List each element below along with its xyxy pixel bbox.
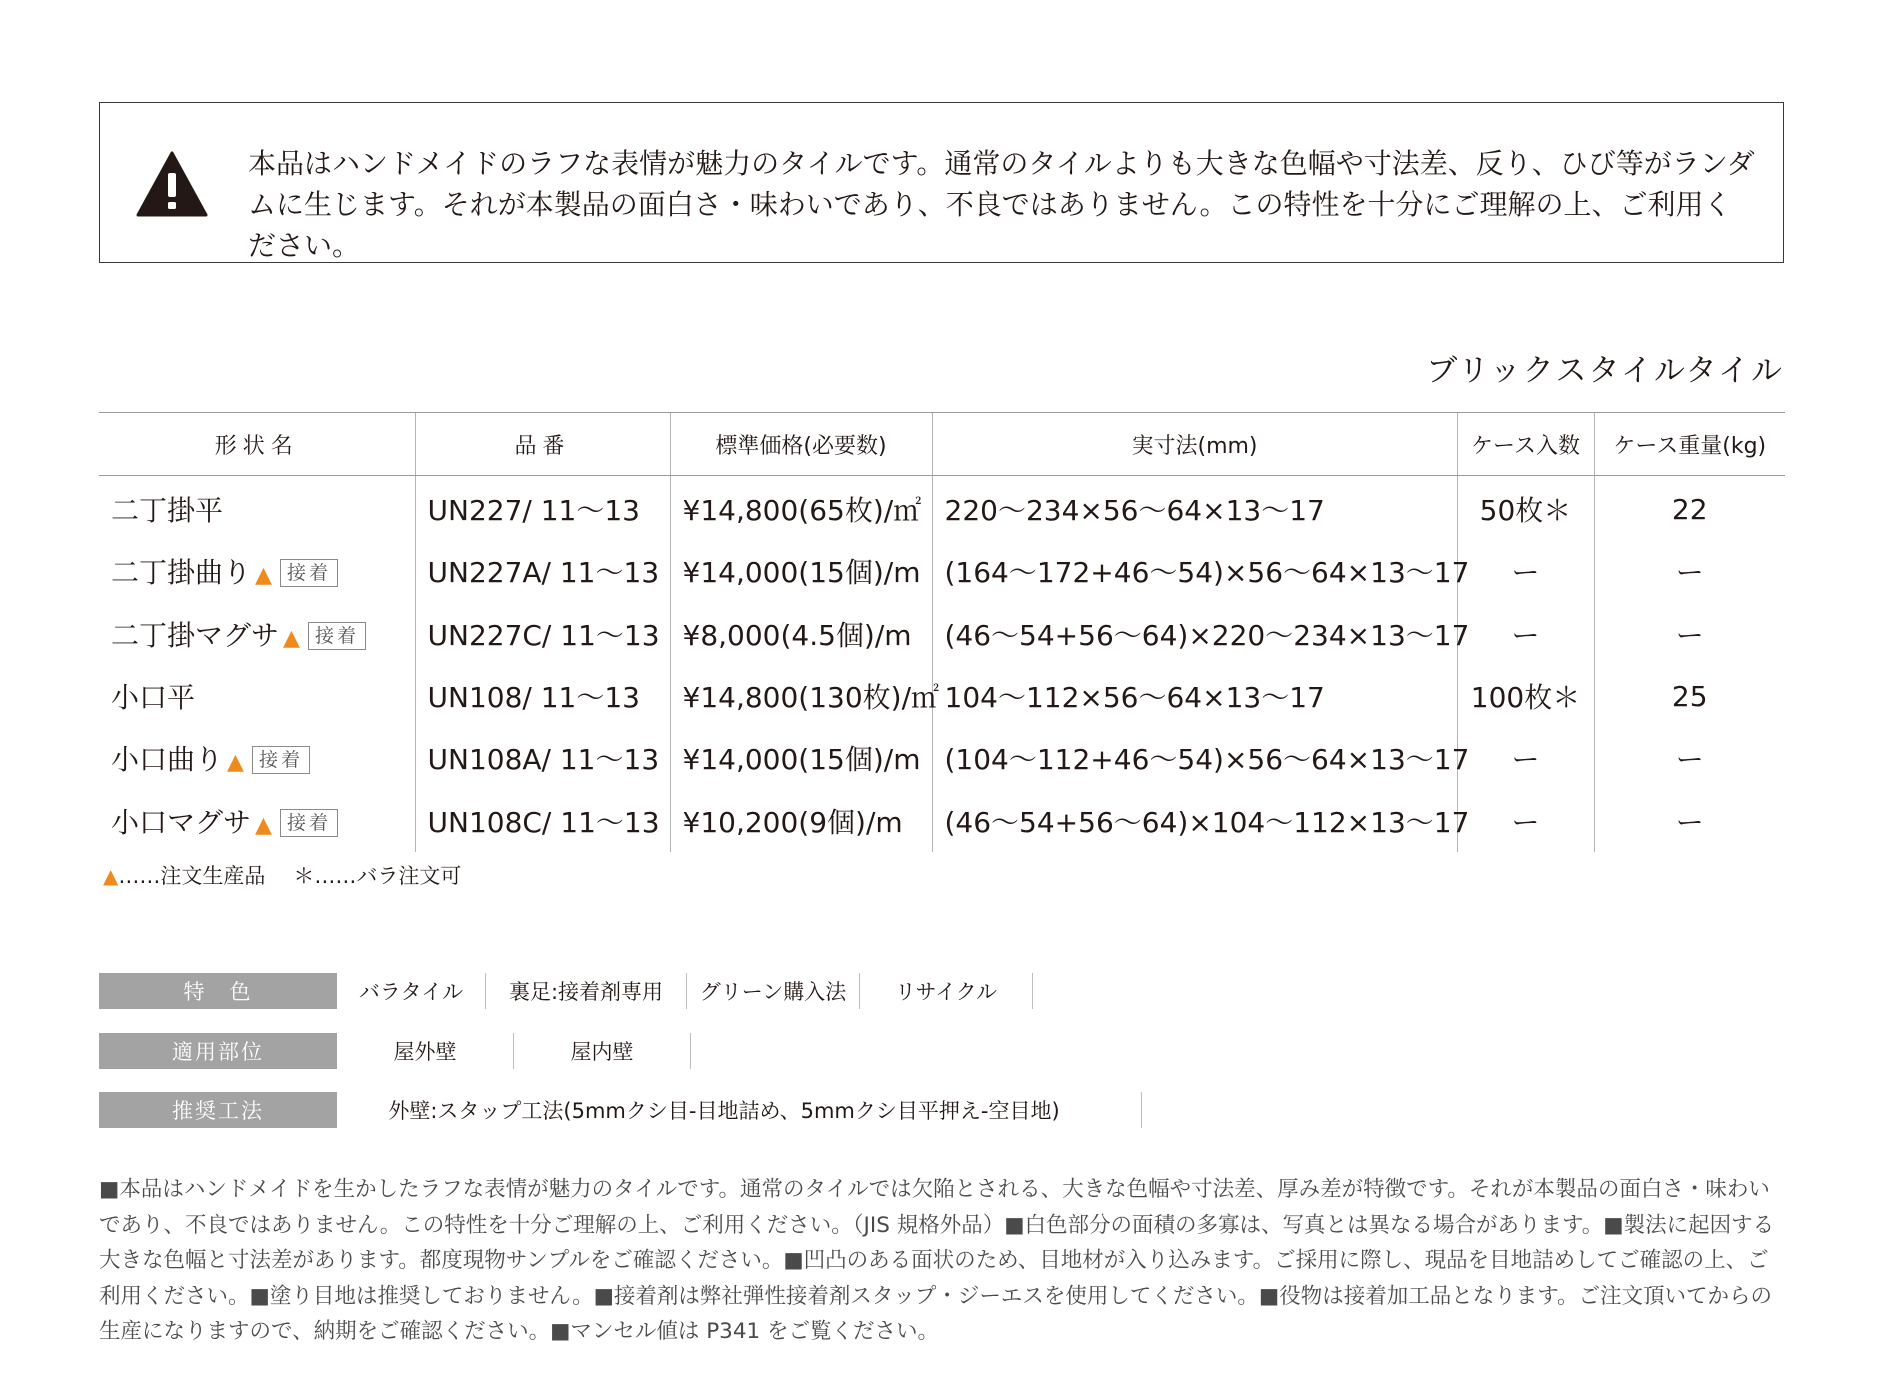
- shape-name: 小口マグサ: [111, 805, 252, 839]
- feature-item: バラタイル: [337, 973, 486, 1009]
- size: (104〜112+46〜54)×56〜64×13〜17: [932, 727, 1457, 789]
- product-code: UN227C/ 11〜13: [415, 603, 670, 665]
- order-only-triangle-icon: ▲: [255, 812, 272, 838]
- case-qty: ー: [1457, 603, 1594, 665]
- case-qty: 50枚＊: [1457, 476, 1594, 541]
- notice-box: [99, 102, 1784, 263]
- size: (46〜54+56〜64)×104〜112×13〜17: [932, 789, 1457, 851]
- adhesive-badge: 接着: [308, 622, 366, 650]
- shape-name-cell: [99, 789, 415, 851]
- table-row: [99, 540, 1785, 602]
- price: ¥10,200(9個)/m: [670, 789, 932, 851]
- features-label: 特 色: [99, 973, 337, 1009]
- table-row: [99, 476, 1785, 541]
- shape-name-cell: [99, 540, 415, 602]
- warning-triangle-icon: [136, 151, 208, 217]
- price: ¥14,000(15個)/m: [670, 540, 932, 602]
- shape-name: 二丁掛曲り: [111, 556, 252, 590]
- order-only-triangle-icon: ▲: [227, 750, 244, 776]
- features-row: [99, 973, 1033, 1009]
- applicable-area-row: [99, 1033, 691, 1069]
- legend: [103, 860, 461, 890]
- order-only-triangle-icon: ▲: [283, 625, 300, 651]
- header-case-qty: ケース入数: [1457, 413, 1594, 476]
- product-code: UN108A/ 11〜13: [415, 727, 670, 789]
- size: 104〜112×56〜64×13〜17: [932, 665, 1457, 727]
- adhesive-badge: 接着: [252, 746, 310, 774]
- header-product-code: 品番: [415, 413, 670, 476]
- shape-name-cell: [99, 476, 415, 541]
- shape-name: 小口平: [111, 681, 196, 715]
- case-qty: ー: [1457, 727, 1594, 789]
- size: (164〜172+46〜54)×56〜64×13〜17: [932, 540, 1457, 602]
- product-code: UN227/ 11〜13: [415, 476, 670, 541]
- recommended-method-label: 推奨工法: [99, 1092, 337, 1128]
- shape-name: 小口曲り: [111, 743, 224, 777]
- feature-item: グリーン購入法: [687, 973, 860, 1009]
- price: ¥8,000(4.5個)/m: [670, 603, 932, 665]
- size: 220〜234×56〜64×13〜17: [932, 476, 1457, 541]
- table-row: [99, 603, 1785, 665]
- footnote: ■本品はハンドメイドを生かしたラフな表情が魅力のタイルです。通常のタイルでは欠陥とされる、大きな色幅や寸法差、厚み差が特徴です。それが本製品の面白さ・味わいであり、不良ではありません。この特性を十分ご理解の上、ご利用ください。（JIS 規格外品）■白色部分の面積の多寡は、写真とは異なる場合があります。■製法に起因する大きな色幅と寸法差があります。都度現物サンプルをご確認ください。■凹凸のある面状のため、目地材が入り込みます。ご採用に際し、現品を目地詰めしてご確認の上、ご利用ください。■塗り目地は推奨しておりません。■接着剤は弊社弾性接着剤スタップ・ジーエスを使用してください。■役物は接着加工品となります。ご注文頂いてからの生産になりますので、納期をご確認ください。■マンセル値は P341 をご覧ください。: [99, 1177, 1775, 1344]
- case-qty: ー: [1457, 789, 1594, 851]
- size: (46〜54+56〜64)×220〜234×13〜17: [932, 603, 1457, 665]
- product-code: UN108/ 11〜13: [415, 665, 670, 727]
- shape-name-cell: [99, 727, 415, 789]
- price: ¥14,800(65枚)/㎡: [670, 476, 932, 541]
- area-item: 屋内壁: [514, 1033, 691, 1069]
- notice-text: 本品はハンドメイドのラフな表情が魅力のタイルです。通常のタイルよりも大きな色幅や寸法差、反り、ひび等がランダムに生じます。それが本製品の面白さ・味わいであり、不良ではありません。この特性を十分にご理解の上、ご利用ください。: [248, 147, 1755, 262]
- product-code: UN227A/ 11〜13: [415, 540, 670, 602]
- case-qty: ー: [1457, 540, 1594, 602]
- price: ¥14,000(15個)/m: [670, 727, 932, 789]
- table-row: [99, 665, 1785, 727]
- adhesive-badge: 接着: [280, 559, 338, 587]
- asterisk-icon: ＊: [293, 864, 315, 888]
- table-header-row: [99, 413, 1785, 476]
- header-size: 実寸法(mm): [932, 413, 1457, 476]
- order-only-triangle-icon: ▲: [103, 864, 119, 888]
- table-row: [99, 789, 1785, 851]
- case-weight: 25: [1594, 665, 1785, 727]
- case-weight: ー: [1594, 540, 1785, 602]
- feature-item: 裏足:接着剤専用: [486, 973, 687, 1009]
- method-item: 外壁:スタップ工法(5mmクシ目-目地詰め、5mmクシ目平押え-空目地): [337, 1092, 1142, 1128]
- area-item: 屋外壁: [337, 1033, 514, 1069]
- header-case-weight: ケース重量(kg): [1594, 413, 1785, 476]
- shape-name: 二丁掛マグサ: [111, 618, 280, 652]
- case-weight: ー: [1594, 789, 1785, 851]
- adhesive-badge: 接着: [280, 809, 338, 837]
- spec-table: [99, 412, 1785, 852]
- section-title: ブリックスタイルタイル: [1426, 353, 1784, 389]
- header-shape-name: 形状名: [99, 413, 415, 476]
- feature-item: リサイクル: [860, 973, 1033, 1009]
- shape-name-cell: [99, 665, 415, 727]
- case-weight: 22: [1594, 476, 1785, 541]
- case-weight: ー: [1594, 727, 1785, 789]
- recommended-method-row: [99, 1092, 1142, 1128]
- legend-asterisk-text: ……バラ注文可: [314, 864, 462, 888]
- applicable-area-label: 適用部位: [99, 1033, 337, 1069]
- legend-order-text: ……注文生産品: [118, 864, 266, 888]
- case-qty: 100枚＊: [1457, 665, 1594, 727]
- shape-name: 二丁掛平: [111, 494, 224, 528]
- order-only-triangle-icon: ▲: [255, 563, 272, 589]
- shape-name-cell: [99, 603, 415, 665]
- price: ¥14,800(130枚)/㎡: [670, 665, 932, 727]
- case-weight: ー: [1594, 603, 1785, 665]
- header-price: 標準価格(必要数): [670, 413, 932, 476]
- product-code: UN108C/ 11〜13: [415, 789, 670, 851]
- table-row: [99, 727, 1785, 789]
